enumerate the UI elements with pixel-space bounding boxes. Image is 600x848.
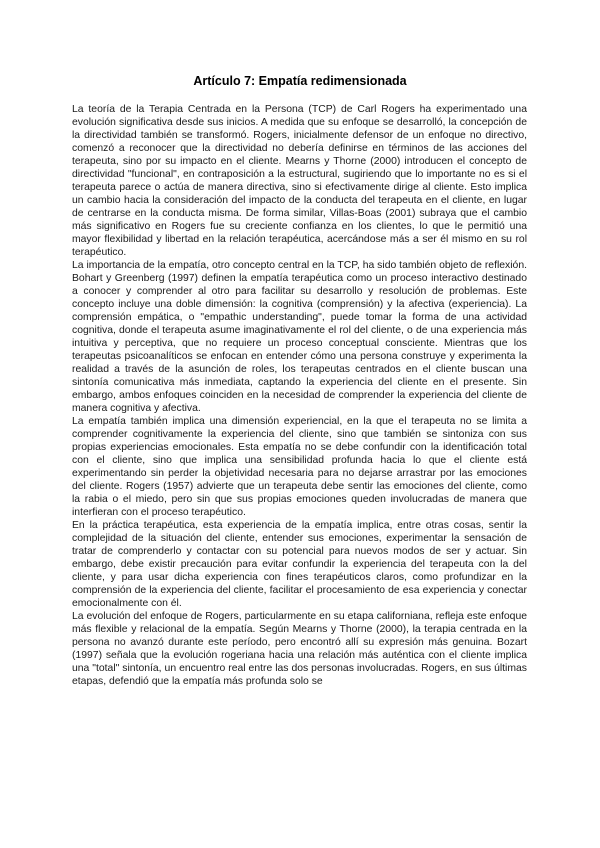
paragraph-evolucion-enfoque: La evolución del enfoque de Rogers, particularmente en su etapa californiana, refleja este enfoque más flexible y relacional de la empatía. Según Mearns y Thorne (2000), la terapia centrada en la persona no avanzó durante este período, pero encontró allí su expresión más genuina. Bozart (1997) señala que la evolución rogeriana hacia una relación más auténtica con el cliente implica una "total" sintonía, un encuentro real entre las dos personas involucradas. Rogers, en sus últimas etapas, defendió que la empatía más profunda solo se — [72, 611, 527, 687]
paragraph-practica-terapeutica: En la práctica terapéutica, esta experiencia de la empatía implica, entre otras cosas, sentir la complejidad de la situación del cliente, entender sus emociones, experimentar la sensación de tratar de comprenderlo y contactar con su potencial para nuevos modos de ser y actuar. Sin embargo, debe existir precaución para evitar confundir la experiencia del terapeuta con la del cliente, y para usar dicha experiencia con fines terapéuticos claros, como profundizar en la comprensión de la experiencia del cliente, facilitar el procesamiento de esa experiencia y conectar emocionalmente con él. — [72, 520, 527, 609]
paragraph-dimension-experiencial: La empatía también implica una dimensión experiencial, en la que el terapeuta no se limita a comprender cognitivamente la experiencia del cliente, sino que también se sintoniza con sus propias experiencias emocionales. Esta empatía no se debe confundir con la identificación total con el cliente, sino que implica una sensibilidad profunda hacia lo que el cliente está experimentando sin perder la objetividad necesaria para no dejarse arrastrar por las emociones del cliente. Rogers (1957) advierte que un terapeuta debe sentir las emociones del cliente, como la rabia o el miedo, pero sin que sus propias emociones queden involucradas de manera que interfieran con el proceso terapéutico. — [72, 416, 527, 518]
paragraph-importancia-empatia: La importancia de la empatía, otro concepto central en la TCP, ha sido también objeto de reflexión. Bohart y Greenberg (1997) definen la empatía terapéutica como un proceso interactivo destinado a conocer y comprender al otro para facilitar su desarrollo y resolución de problemas. Este concepto incluye una doble dimensión: la cognitiva (comprensión) y la afectiva (experiencia). La comprensión empática, o "empathic understanding", puede tomar la forma de una actividad cognitiva, donde el terapeuta asume imaginativamente el rol del cliente, o de una experiencia más intuitiva y perceptiva, que no requiere un proceso conceptual consciente. Mientras que los terapeutas psicoanalíticos se enfocan en entender cómo una persona construye y experimenta la realidad a través de la asunción de roles, los terapeutas centrados en el cliente buscan una sintonía comunicativa más inmediata, captando la experiencia del cliente en el presente. Sin embargo, ambos enfoques coinciden en la necesidad de comprender la experiencia del cliente de manera cognitiva y afectiva. — [72, 260, 527, 414]
paragraph-directividad: La teoría de la Terapia Centrada en la Persona (TCP) de Carl Rogers ha experimentado una evolución significativa desde sus inicios. A medida que su enfoque se desarrolló, la concepción de la directividad también se transformó. Rogers, inicialmente defensor de un enfoque no directivo, comenzó a reconocer que la directividad no debería definirse en términos de las acciones del terapeuta, sino por su impacto en el cliente. Mearns y Thorne (2000) introducen el concepto de directividad "funcional", en contraposición a la estructural, sugiriendo que lo importante no es si el terapeuta parece o actúa de manera directiva, sino si efectivamente dirige al cliente. Esto implica un cambio hacia la consideración del impacto de la conducta del terapeuta en el cliente, en lugar de centrarse en la conducta misma. De forma similar, Villas-Boas (2001) subraya que el cambio más significativo en Rogers fue su creciente confianza en los clientes, lo que le permitió una mayor flexibilidad y libertad en la relación terapéutica, acercándose más a ser él mismo en su rol terapéutico. — [72, 104, 527, 258]
article-body — [72, 103, 527, 688]
article-title: Artículo 7: Empatía redimensionada — [193, 74, 407, 88]
